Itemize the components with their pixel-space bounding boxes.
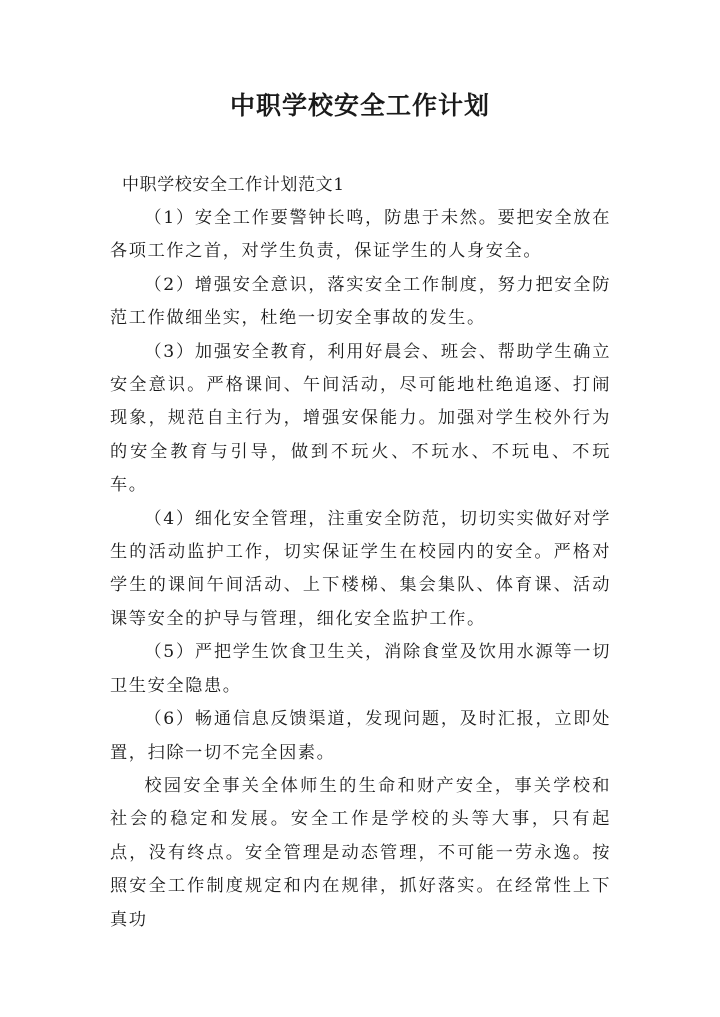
paragraph-item-3: （3）加强安全教育，利用好晨会、班会、帮助学生确立安全意识。严格课间、午间活动，尽可能地杜绝追逐、打闹现象，规范自主行为，增强安保能力。加强对学生校外行为的安全教育与引导，做到不玩火、不玩水、不玩电、不玩车。 xyxy=(110,341,611,496)
paragraph-item-6: （6）畅通信息反馈渠道，发现问题，及时汇报，立即处置，扫除一切不完全因素。 xyxy=(110,709,611,763)
document-body xyxy=(110,168,611,937)
paragraph-item-5: （5）严把学生饮食卫生关，消除食堂及饮用水源等一切卫生安全隐患。 xyxy=(110,642,611,696)
paragraph-item-2: （2）增强安全意识，落实安全工作制度，努力把安全防范工作做细坐实，杜绝一切安全事故的发生。 xyxy=(110,274,611,329)
paragraph-item-1: （1）安全工作要警钟长鸣，防患于未然。要把安全放在各项工作之首，对学生负责，保证学生的人身安全。 xyxy=(110,208,611,262)
paragraph-item-4: （4）细化安全管理，注重安全防范，切切实实做好对学生的活动监护工作，切实保证学生在校园内的安全。严格对学生的课间午间活动、上下楼梯、集会集队、体育课、活动课等安全的护导与管理，细化安全监护工作。 xyxy=(110,508,611,629)
document-subtitle: 中职学校安全工作计划范文1 xyxy=(122,175,345,195)
paragraph-conclusion: 校园安全事关全体师生的生命和财产安全，事关学校和社会的稳定和发展。安全工作是学校的头等大事，只有起点，没有终点。安全管理是动态管理，不可能一劳永逸。按照安全工作制度规定和内在规律，抓好落实。在经常性上下真功 xyxy=(110,775,611,930)
document-title: 中职学校安全工作计划 xyxy=(229,91,490,120)
